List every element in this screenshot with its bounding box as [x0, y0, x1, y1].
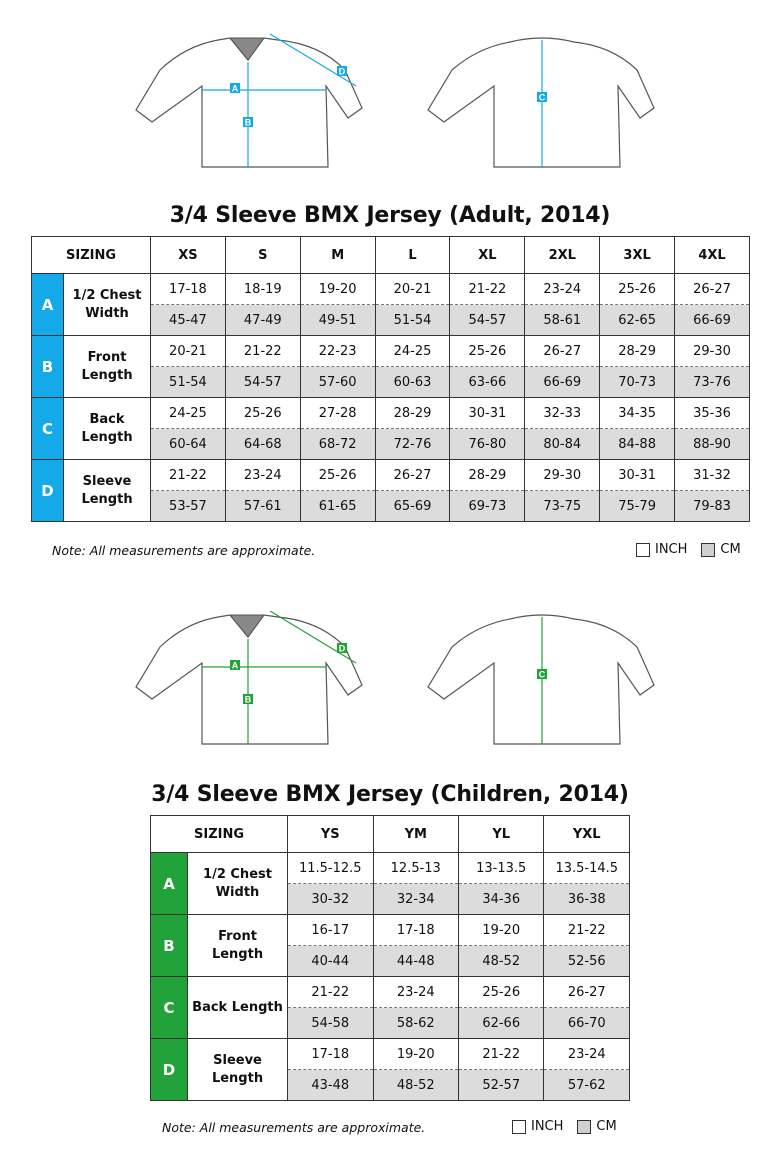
children-front-jersey-diagram	[130, 607, 370, 752]
adult-size-table	[31, 236, 750, 522]
table-row	[151, 853, 630, 884]
measure-letter: B	[151, 915, 188, 977]
children-note: Note: All measurements are approximate.	[162, 1120, 426, 1135]
measure-label	[64, 398, 151, 460]
cm-value: 57-60	[300, 367, 375, 398]
cm-value: 84-88	[600, 429, 675, 460]
cm-value: 66-70	[544, 1008, 630, 1039]
table-row	[32, 336, 750, 367]
cm-value: 30-32	[288, 884, 373, 915]
inch-value: 31-32	[675, 460, 750, 491]
cm-value: 36-38	[544, 884, 630, 915]
children-chart-title: 3/4 Sleeve BMX Jersey (Children, 2014)	[151, 782, 629, 807]
measure-label-line: Width	[215, 884, 260, 900]
size-header: 4XL	[675, 237, 750, 274]
cm-value: 65-69	[375, 491, 450, 522]
inch-value: 26-27	[525, 336, 600, 367]
size-header: M	[300, 237, 375, 274]
inch-value: 21-22	[450, 274, 525, 305]
measure-letter: B	[32, 336, 64, 398]
inch-value: 20-21	[375, 274, 450, 305]
measure-label-line: Back Length	[192, 999, 283, 1015]
cm-value: 58-61	[525, 305, 600, 336]
inch-value: 24-25	[151, 398, 226, 429]
adult-back-jersey-diagram	[422, 30, 662, 175]
inch-label: INCH	[655, 542, 688, 557]
inch-value: 23-24	[525, 274, 600, 305]
cm-label: CM	[596, 1119, 617, 1134]
cm-value: 63-66	[450, 367, 525, 398]
inch-value: 21-22	[288, 977, 373, 1008]
measure-letter: A	[151, 853, 188, 915]
size-header: YM	[373, 816, 458, 853]
inch-value: 35-36	[675, 398, 750, 429]
cm-value: 62-66	[458, 1008, 543, 1039]
cm-value: 34-36	[458, 884, 543, 915]
inch-value: 18-19	[225, 274, 300, 305]
children-back-jersey-diagram	[422, 607, 662, 752]
cm-value: 70-73	[600, 367, 675, 398]
measure-label	[188, 977, 288, 1039]
size-header: L	[375, 237, 450, 274]
cm-value: 51-54	[375, 305, 450, 336]
measure-letter: C	[151, 977, 188, 1039]
diagram-label-b: B	[244, 117, 252, 128]
measure-letter: C	[32, 398, 64, 460]
measure-label-line: Sleeve	[82, 473, 132, 489]
adult-chart-title: 3/4 Sleeve BMX Jersey (Adult, 2014)	[169, 203, 611, 228]
cm-value: 32-34	[373, 884, 458, 915]
diagram-label-d: D	[338, 643, 346, 654]
size-header: XS	[151, 237, 226, 274]
inch-value: 21-22	[458, 1039, 543, 1070]
measure-label-line: 1/2 Chest	[203, 866, 272, 882]
diagram-label-b: B	[244, 694, 252, 705]
measure-label	[64, 460, 151, 522]
measure-label-line: Back	[89, 411, 125, 427]
inch-value: 25-26	[225, 398, 300, 429]
size-header: YS	[288, 816, 373, 853]
inch-value: 19-20	[458, 915, 543, 946]
cm-value: 75-79	[600, 491, 675, 522]
measure-label-line: Length	[81, 367, 133, 383]
measure-label-line: Length	[81, 491, 133, 507]
cm-value: 66-69	[525, 367, 600, 398]
measure-label-line: Width	[85, 305, 129, 321]
inch-value: 25-26	[300, 460, 375, 491]
cm-value: 64-68	[225, 429, 300, 460]
inch-value: 19-20	[373, 1039, 458, 1070]
cm-value: 52-57	[458, 1070, 543, 1101]
cm-value: 47-49	[225, 305, 300, 336]
measure-letter: A	[32, 274, 64, 336]
cm-value: 62-65	[600, 305, 675, 336]
inch-value: 26-27	[544, 977, 630, 1008]
table-row	[32, 460, 750, 491]
cm-value: 66-69	[675, 305, 750, 336]
inch-value: 17-18	[373, 915, 458, 946]
cm-value: 40-44	[288, 946, 373, 977]
inch-value: 17-18	[288, 1039, 373, 1070]
cm-value: 54-57	[450, 305, 525, 336]
inch-value: 13-13.5	[458, 853, 543, 884]
measure-label	[188, 1039, 288, 1101]
cm-value: 54-57	[225, 367, 300, 398]
measure-letter: D	[151, 1039, 188, 1101]
cm-value: 73-76	[675, 367, 750, 398]
inch-value: 26-27	[675, 274, 750, 305]
measure-letter: D	[32, 460, 64, 522]
inch-value: 27-28	[300, 398, 375, 429]
cm-value: 68-72	[300, 429, 375, 460]
inch-value: 11.5-12.5	[288, 853, 373, 884]
inch-value: 23-24	[544, 1039, 630, 1070]
inch-value: 13.5-14.5	[544, 853, 630, 884]
inch-value: 28-29	[375, 398, 450, 429]
size-header: 2XL	[525, 237, 600, 274]
cm-value: 43-48	[288, 1070, 373, 1101]
inch-checkbox	[512, 1120, 526, 1134]
inch-value: 20-21	[151, 336, 226, 367]
inch-value: 19-20	[300, 274, 375, 305]
cm-value: 69-73	[450, 491, 525, 522]
inch-value: 23-24	[373, 977, 458, 1008]
inch-value: 28-29	[600, 336, 675, 367]
size-header: YXL	[544, 816, 630, 853]
measure-label	[188, 915, 288, 977]
inch-value: 21-22	[151, 460, 226, 491]
cm-value: 88-90	[675, 429, 750, 460]
adult-note: Note: All measurements are approximate.	[52, 543, 316, 558]
cm-label: CM	[720, 542, 741, 557]
cm-value: 60-63	[375, 367, 450, 398]
cm-value: 48-52	[458, 946, 543, 977]
sizing-header: SIZING	[151, 816, 288, 853]
cm-value: 57-61	[225, 491, 300, 522]
measure-label-line: 1/2 Chest	[72, 287, 142, 303]
inch-label: INCH	[531, 1119, 564, 1134]
measure-label-line: Length	[211, 946, 264, 962]
inch-value: 23-24	[225, 460, 300, 491]
cm-value: 45-47	[151, 305, 226, 336]
adult-front-jersey-diagram	[130, 30, 370, 175]
measure-label-line: Length	[211, 1070, 264, 1086]
inch-value: 17-18	[151, 274, 226, 305]
cm-value: 76-80	[450, 429, 525, 460]
cm-value: 51-54	[151, 367, 226, 398]
inch-value: 16-17	[288, 915, 373, 946]
measure-label	[64, 336, 151, 398]
cm-value: 44-48	[373, 946, 458, 977]
cm-checkbox	[577, 1120, 591, 1134]
cm-value: 72-76	[375, 429, 450, 460]
inch-value: 34-35	[600, 398, 675, 429]
inch-value: 25-26	[458, 977, 543, 1008]
cm-value: 58-62	[373, 1008, 458, 1039]
sizing-header: SIZING	[32, 237, 151, 274]
size-header: YL	[458, 816, 543, 853]
table-row	[32, 398, 750, 429]
inch-checkbox	[636, 543, 650, 557]
inch-value: 30-31	[450, 398, 525, 429]
measure-label-line: Sleeve	[213, 1052, 262, 1068]
cm-value: 60-64	[151, 429, 226, 460]
inch-value: 25-26	[450, 336, 525, 367]
size-header: 3XL	[600, 237, 675, 274]
inch-value: 12.5-13	[373, 853, 458, 884]
inch-value: 24-25	[375, 336, 450, 367]
inch-value: 26-27	[375, 460, 450, 491]
cm-value: 80-84	[525, 429, 600, 460]
measure-label	[188, 853, 288, 915]
measure-label-line: Front	[87, 349, 127, 365]
inch-value: 30-31	[600, 460, 675, 491]
diagram-label-c: C	[538, 92, 546, 103]
inch-value: 28-29	[450, 460, 525, 491]
header-row	[151, 816, 630, 853]
cm-value: 53-57	[151, 491, 226, 522]
inch-value: 32-33	[525, 398, 600, 429]
cm-value: 52-56	[544, 946, 630, 977]
inch-value: 21-22	[544, 915, 630, 946]
table-row	[151, 1039, 630, 1070]
header-row	[32, 237, 750, 274]
diagram-label-d: D	[338, 66, 346, 77]
table-row	[32, 274, 750, 305]
diagram-label-a: A	[231, 83, 239, 94]
diagram-label-a: A	[231, 660, 239, 671]
cm-value: 61-65	[300, 491, 375, 522]
table-row	[151, 977, 630, 1008]
inch-value: 29-30	[675, 336, 750, 367]
table-row	[151, 915, 630, 946]
cm-value: 57-62	[544, 1070, 630, 1101]
size-header: S	[225, 237, 300, 274]
measure-label-line: Front	[218, 928, 257, 944]
measure-label-line: Length	[81, 429, 133, 445]
children-size-table	[150, 815, 630, 1101]
adult-unit-legend	[636, 542, 741, 557]
diagram-label-c: C	[538, 669, 546, 680]
inch-value: 29-30	[525, 460, 600, 491]
measure-label	[64, 274, 151, 336]
inch-value: 21-22	[225, 336, 300, 367]
children-unit-legend	[512, 1119, 617, 1134]
cm-value: 73-75	[525, 491, 600, 522]
cm-value: 48-52	[373, 1070, 458, 1101]
cm-value: 79-83	[675, 491, 750, 522]
inch-value: 25-26	[600, 274, 675, 305]
cm-value: 54-58	[288, 1008, 373, 1039]
cm-value: 49-51	[300, 305, 375, 336]
size-header: XL	[450, 237, 525, 274]
inch-value: 22-23	[300, 336, 375, 367]
cm-checkbox	[701, 543, 715, 557]
